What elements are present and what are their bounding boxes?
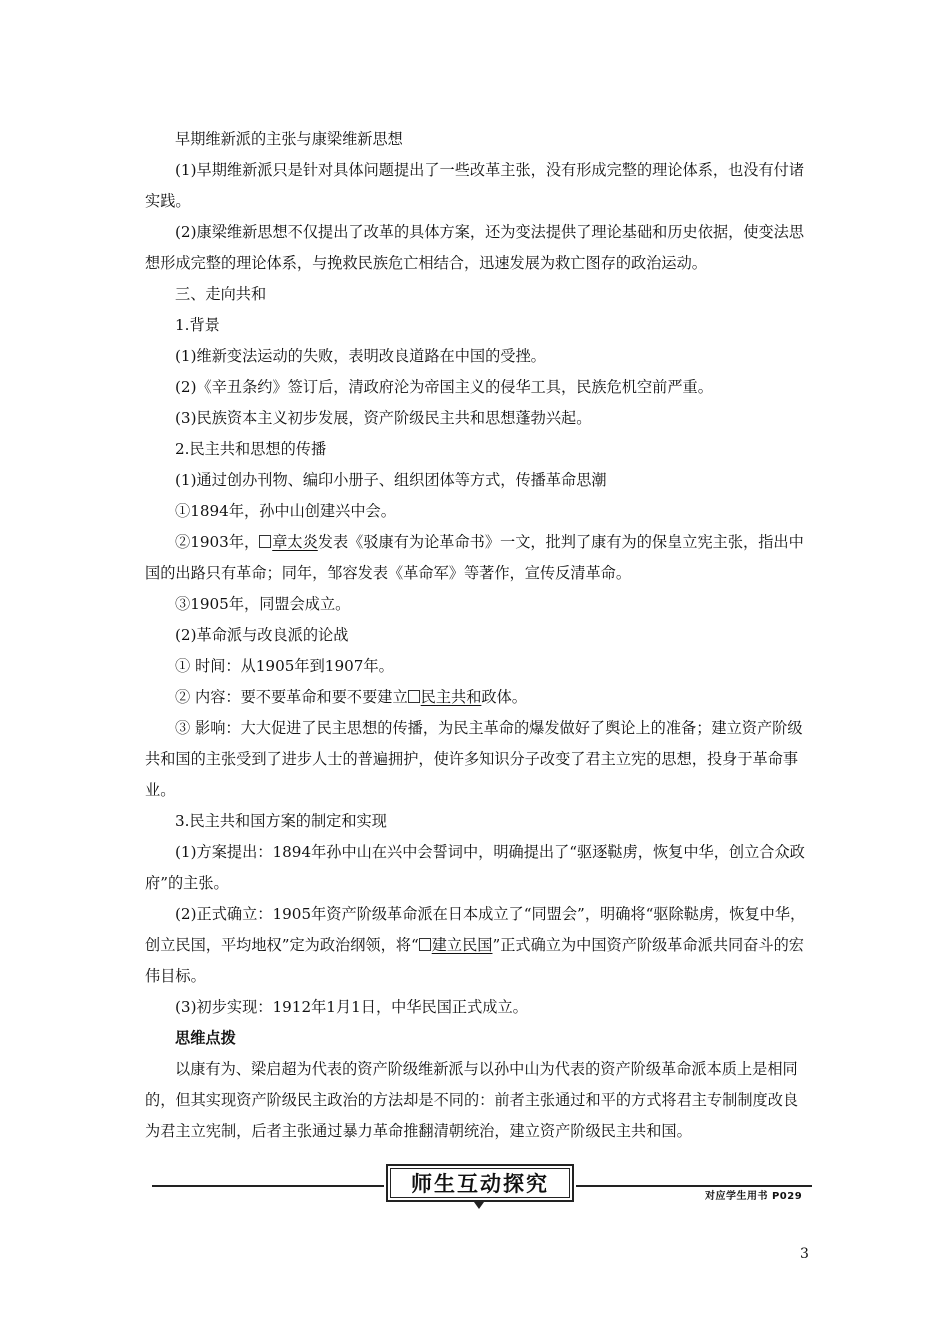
text-run: 发表《驳康有为论革命书》一文，批判了康有为的保皇立宪主张，指出中国的出路只有革命；同年，邹容发表《革命军》等著作，宣传反清革命。 xyxy=(145,533,804,582)
paragraph xyxy=(145,682,810,713)
section-banner xyxy=(152,1162,812,1208)
paragraph: (2)康梁维新思想不仅提出了改革的具体方案，还为变法提供了理论基础和历史依据，使变法思想形成完整的理论体系，与挽救民族危亡相结合，迅速发展为救亡图存的政治运动。 xyxy=(145,223,805,272)
paragraph: ③1905年，同盟会成立。 xyxy=(175,595,351,613)
paragraph: (1)通过创办刊物、编印小册子、组织团体等方式，传播革命思潮 xyxy=(175,471,607,489)
paragraph: (1)方案提出：1894年孙中山在兴中会誓词中，明确提出了“驱逐鞑虏，恢复中华，创立合众政府”的主张。 xyxy=(145,843,805,892)
paragraph: 以康有为、梁启超为代表的资产阶级维新派与以孙中山为代表的资产阶级革命派本质上是相同的，但其实现资产阶级民主政治的方法却是不同的：前者主张通过和平的方式将君主专制制度改良为君主立宪制，后者主张通过暴力革命推翻清朝统治，建立资产阶级民主共和国。 xyxy=(145,1060,799,1140)
paragraph: ③ 影响：大大促进了民主思想的传播，为民主革命的爆发做好了舆论上的准备；建立资产阶级共和国的主张受到了进步人士的普遍拥护，使许多知识分子改变了君主立宪的思想，投身于革命事业。 xyxy=(145,719,803,799)
blank-box xyxy=(259,535,271,548)
text-run: ② 内容：要不要革命和要不要建立 xyxy=(175,688,408,706)
tip-heading: 思维点拨 xyxy=(175,1029,236,1047)
text-run: (2)正式确立：1905年资产阶级革命派在日本成立了“同盟会”，明确将“驱除鞑虏，恢复中华，创立民国，平均地权”定为政治纲领，将“ xyxy=(145,905,806,954)
page-number: 3 xyxy=(800,1246,809,1262)
paragraph: (3)民族资本主义初步发展，资产阶级民主共和思想蓬勃兴起。 xyxy=(175,409,592,427)
paragraph: (2)《辛丑条约》签订后，清政府沦为帝国主义的侵华工具，民族危机空前严重。 xyxy=(175,378,713,396)
banner-title: 师生互动探究 xyxy=(390,1168,570,1198)
answer-text: 建立民国 xyxy=(431,936,493,954)
blank-box xyxy=(408,690,420,703)
fill-blank xyxy=(419,936,493,954)
paragraph: ①1894年，孙中山创建兴中会。 xyxy=(175,502,396,520)
text-run: 政体。 xyxy=(481,688,527,706)
main-content xyxy=(145,124,810,1147)
answer-text: 民主共和 xyxy=(420,688,482,706)
text-run: ②1903年， xyxy=(175,533,260,551)
subheading: 2.民主共和思想的传播 xyxy=(175,440,327,458)
paragraph: ① 时间：从1905年到1907年。 xyxy=(175,657,394,675)
fill-blank xyxy=(259,533,318,551)
subheading: 3.民主共和国方案的制定和实现 xyxy=(175,812,387,830)
paragraph: (2)革命派与改良派的论战 xyxy=(175,626,349,644)
banner-rule-left xyxy=(152,1185,384,1187)
book-reference: 对应学生用书 P029 xyxy=(705,1191,803,1202)
paragraph xyxy=(145,527,810,589)
section-subtitle: 早期维新派的主张与康梁维新思想 xyxy=(175,130,403,148)
paragraph: (1)维新变法运动的失败，表明改良道路在中国的受挫。 xyxy=(175,347,546,365)
paragraph: (1)早期维新派只是针对具体问题提出了一些改革主张，没有形成完整的理论体系，也没有付诸实践。 xyxy=(145,161,805,210)
text-run: ”正式确立为中国资产阶级革命派共同奋斗的宏伟目标。 xyxy=(145,936,804,985)
fill-blank xyxy=(408,688,482,706)
subheading: 1.背景 xyxy=(175,316,220,334)
blank-box xyxy=(419,938,431,951)
paragraph xyxy=(145,899,810,992)
banner-badge xyxy=(386,1164,574,1202)
answer-text: 章太炎 xyxy=(272,533,318,551)
paragraph: (3)初步实现：1912年1月1日，中华民国正式成立。 xyxy=(175,998,528,1016)
triangle-pointer-icon xyxy=(474,1202,484,1209)
section-heading: 三、走向共和 xyxy=(175,285,267,303)
